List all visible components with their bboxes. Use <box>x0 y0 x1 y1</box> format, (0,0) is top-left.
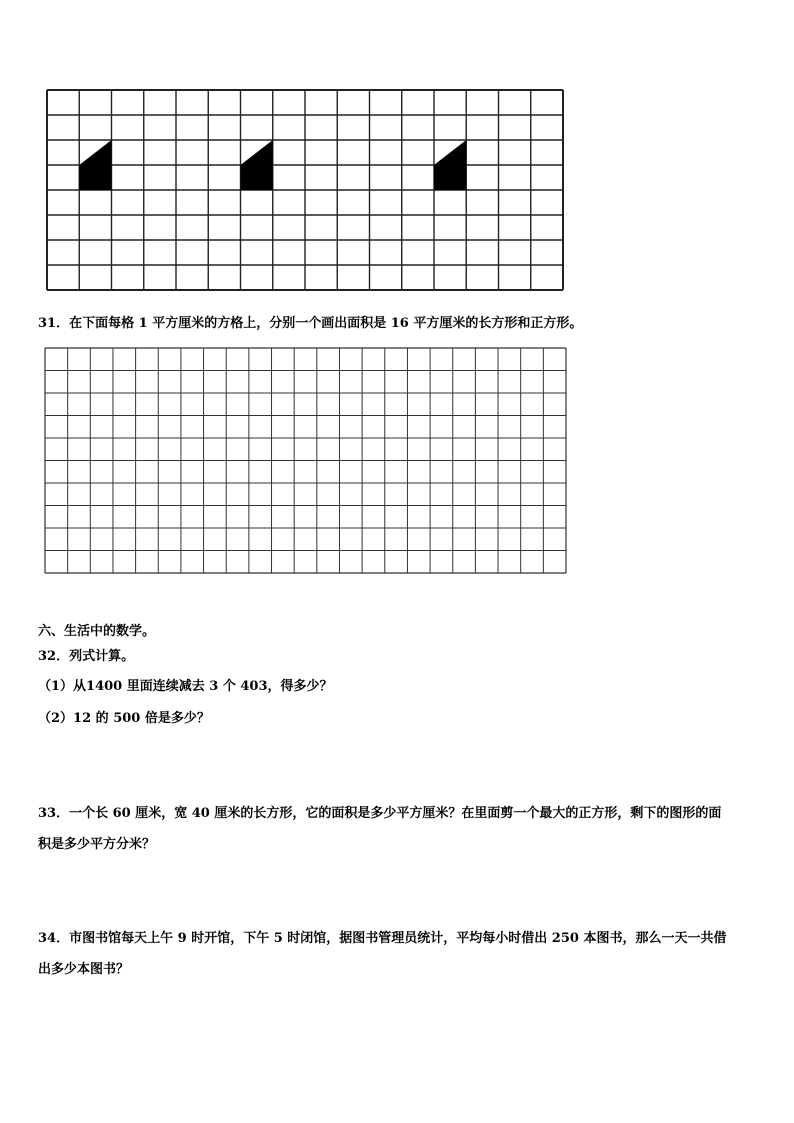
question-33-line-1: 33．一个长 60 厘米，宽 40 厘米的长方形，它的面积是多少平方厘米？在里面剪一个最大的正方形，剩下的图形的面 <box>38 806 722 821</box>
shape-grid <box>46 89 564 291</box>
shaded-trapezoid <box>79 140 111 190</box>
question-34-line-2: 出多少本图书？ <box>38 962 130 977</box>
shaded-trapezoid <box>434 140 466 190</box>
question-32-part-1: （1）从1400 里面连续减去 3 个 403，得多少？ <box>38 679 333 694</box>
drawing-grid-svg[interactable] <box>44 347 567 574</box>
question-31: 31．在下面每格 1 平方厘米的方格上，分别一个画出面积是 16 平方厘米的长方形和正方形。 <box>38 316 583 331</box>
shape-grid-svg <box>46 89 564 291</box>
drawing-grid[interactable] <box>44 347 567 574</box>
question-32-title: 32．列式计算。 <box>38 649 135 664</box>
question-32-part-2: （2）12 的 500 倍是多少？ <box>38 711 210 726</box>
shaded-trapezoid <box>241 140 273 190</box>
section-6-title: 六、生活中的数学。 <box>38 624 156 639</box>
question-33-line-2: 积是多少平方分米？ <box>38 837 156 852</box>
question-34-line-1: 34．市图书馆每天上午 9 时开馆，下午 5 时闭馆，据图书管理员统计，平均每小时借出 250 本图书，那么一天一共借 <box>38 931 727 946</box>
